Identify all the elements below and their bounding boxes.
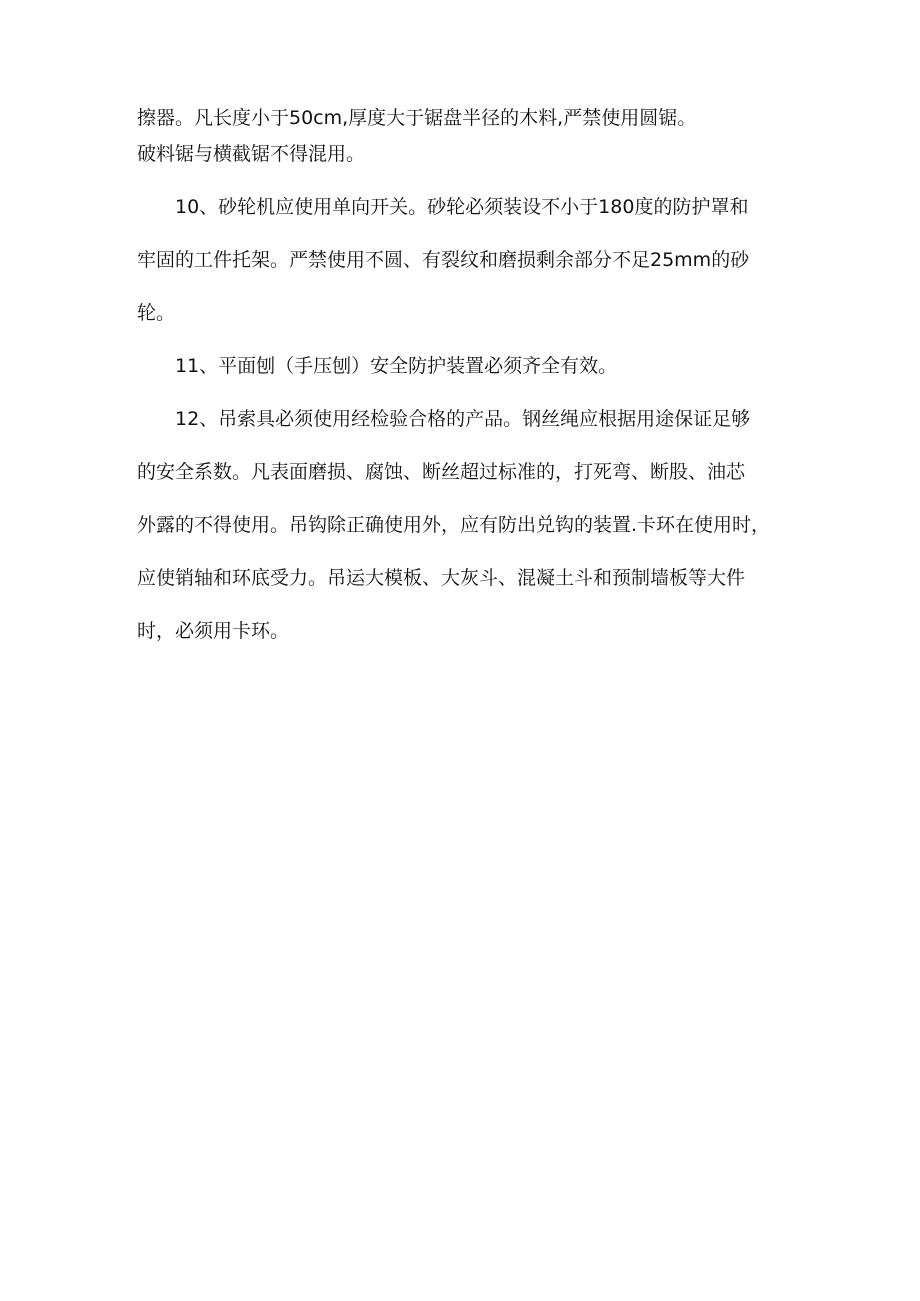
document-body [137,100,787,649]
paragraph-12-line: 外露的不得使用。吊钩除正确使用外，应有防出兑钩的装置.卡环在使用时， [137,514,771,536]
paragraph-12-line: 12、吊索具必须使用经检验合格的产品。钢丝绳应根据用途保证足够 [175,408,751,430]
paragraph-12-line: 的安全系数。凡表面磨损、腐蚀、断丝超过标准的，打死弯、断股、油芯 [137,461,746,483]
text-line: 擦器。凡长度小于50cm,厚度大于锯盘半径的木料,严禁使用圆锯。 [137,107,697,129]
paragraph-10-line: 10、砂轮机应使用单向开关。砂轮必须装设不小于180度的防护罩和 [175,196,749,218]
paragraph-12-line: 应使销轴和环底受力。吊运大模板、大灰斗、混凝土斗和预制墙板等大件 [137,567,746,589]
paragraph-12-line: 时，必须用卡环。 [137,620,290,642]
paragraph-11-line: 11、平面刨（手压刨）安全防护装置必须齐全有效。 [175,355,618,377]
text-line: 破料锯与横截锯不得混用。 [137,143,366,165]
paragraph-10-line: 牢固的工件托架。严禁使用不圆、有裂纹和磨损剩余部分不足25mm的砂 [137,249,750,271]
paragraph-10-line: 轮。 [137,302,176,324]
